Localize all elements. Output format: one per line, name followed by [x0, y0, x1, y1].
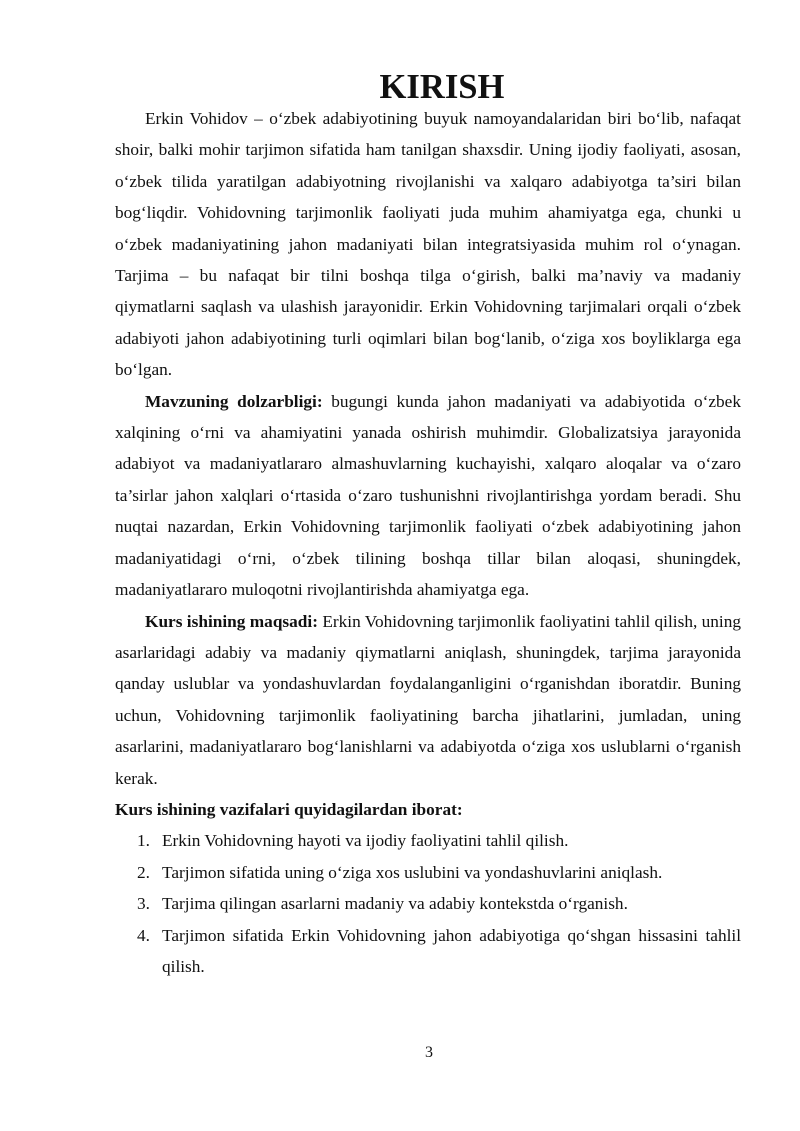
list-item	[115, 888, 741, 919]
intro-paragraph: Erkin Vohidov – o‘zbek adabiyotining buyuk namoyandalaridan biri bo‘lib, nafaqat shoir, balki mohir tarjimon sifatida ham tanilgan shaxsdir. Uning ijodiy faoliyati, asosan, o‘zbek tilida yaratilgan adabiyotning rivojlanishi va xalqaro adabiyotga ta’siri bilan bog‘liqdir. Vohidovning tarjimonlik faoliyati juda muhim ahamiyatga ega, chunki u o‘zbek madaniyatining jahon madaniyati bilan integratsiyasida muhim rol o‘ynagan. Tarjima – bu nafaqat bir tilni boshqa tilga o‘girish, balki ma’naviy va madaniy qiymatlarni saqlash va ulashish jarayonidir. Erkin Vohidovning tarjimalari orqali o‘zbek adabiyoti jahon adabiyotining turli oqimlari bilan bog‘lanib, o‘ziga xos boyliklarga ega bo‘lgan.	[115, 109, 741, 380]
goal-label: Kurs ishining maqsadi:	[145, 611, 318, 631]
list-item-text: Erkin Vohidovning hayoti va ijodiy faoliyatini tahlil qilish.	[162, 831, 569, 851]
list-item-number: 2.	[137, 862, 150, 882]
list-item	[115, 857, 741, 888]
relevance-paragraph	[115, 386, 741, 606]
list-item-text: Tarjimon sifatida Erkin Vohidovning jahon adabiyotiga qo‘shgan hissasini tahlil qilish.	[162, 925, 741, 976]
list-item	[115, 825, 741, 856]
page-title: KIRISH	[379, 68, 505, 106]
list-item-text: Tarjima qilingan asarlarni madaniy va adabiy kontekstda o‘rganish.	[162, 894, 628, 914]
goal-paragraph	[115, 606, 741, 794]
page-number: 3	[425, 1044, 433, 1061]
task-list	[115, 825, 741, 982]
list-item-number: 3.	[137, 894, 150, 914]
relevance-text: bugungi kunda jahon madaniyati va adabiyotida o‘zbek xalqining o‘rni va ahamiyatini yanada oshirish muhimdir. Globalizatsiya jarayonida adabiyot va madaniyatlararo almashuvlarning kuchayishi, xalqaro aloqalar va o‘zaro ta’sirlar jahon xalqlari o‘rtasida o‘zaro tushunishni rivojlantirishga yordam beradi. Shu nuqtai nazardan, Erkin Vohidovning tarjimonlik faoliyati o‘zbek adabiyotining jahon madaniyatidagi o‘rni, o‘zbek tilining boshqa tillar bilan aloqasi, shuningdek, madaniyatlararo muloqotni rivojlantirishda ahamiyatga ega.	[115, 391, 741, 600]
list-item-number: 1.	[137, 831, 150, 851]
tasks-heading: Kurs ishining vazifalari quyidagilardan iborat:	[115, 799, 463, 819]
relevance-label: Mavzuning dolzarbligi:	[145, 391, 323, 411]
list-item-text: Tarjimon sifatida uning o‘ziga xos uslubini va yondashuvlarini aniqlash.	[162, 862, 663, 882]
list-item	[115, 920, 741, 983]
document-page	[115, 68, 742, 982]
goal-text: Erkin Vohidovning tarjimonlik faoliyatini tahlil qilish, uning asarlaridagi adabiy va madaniy qiymatlarni aniqlash, shuningdek, tarjima jarayonida qanday uslublar va yondashuvlardan foydalanganligini o‘rganishdan iboratdir. Buning uchun, Vohidovning tarjimonlik faoliyatining barcha jihatlarini, jumladan, uning asarlarini, madaniyatlararo bog‘lanishlarni va adabiyotda o‘ziga xos uslublarni o‘rganish kerak.	[115, 611, 742, 788]
list-item-number: 4.	[137, 925, 150, 945]
